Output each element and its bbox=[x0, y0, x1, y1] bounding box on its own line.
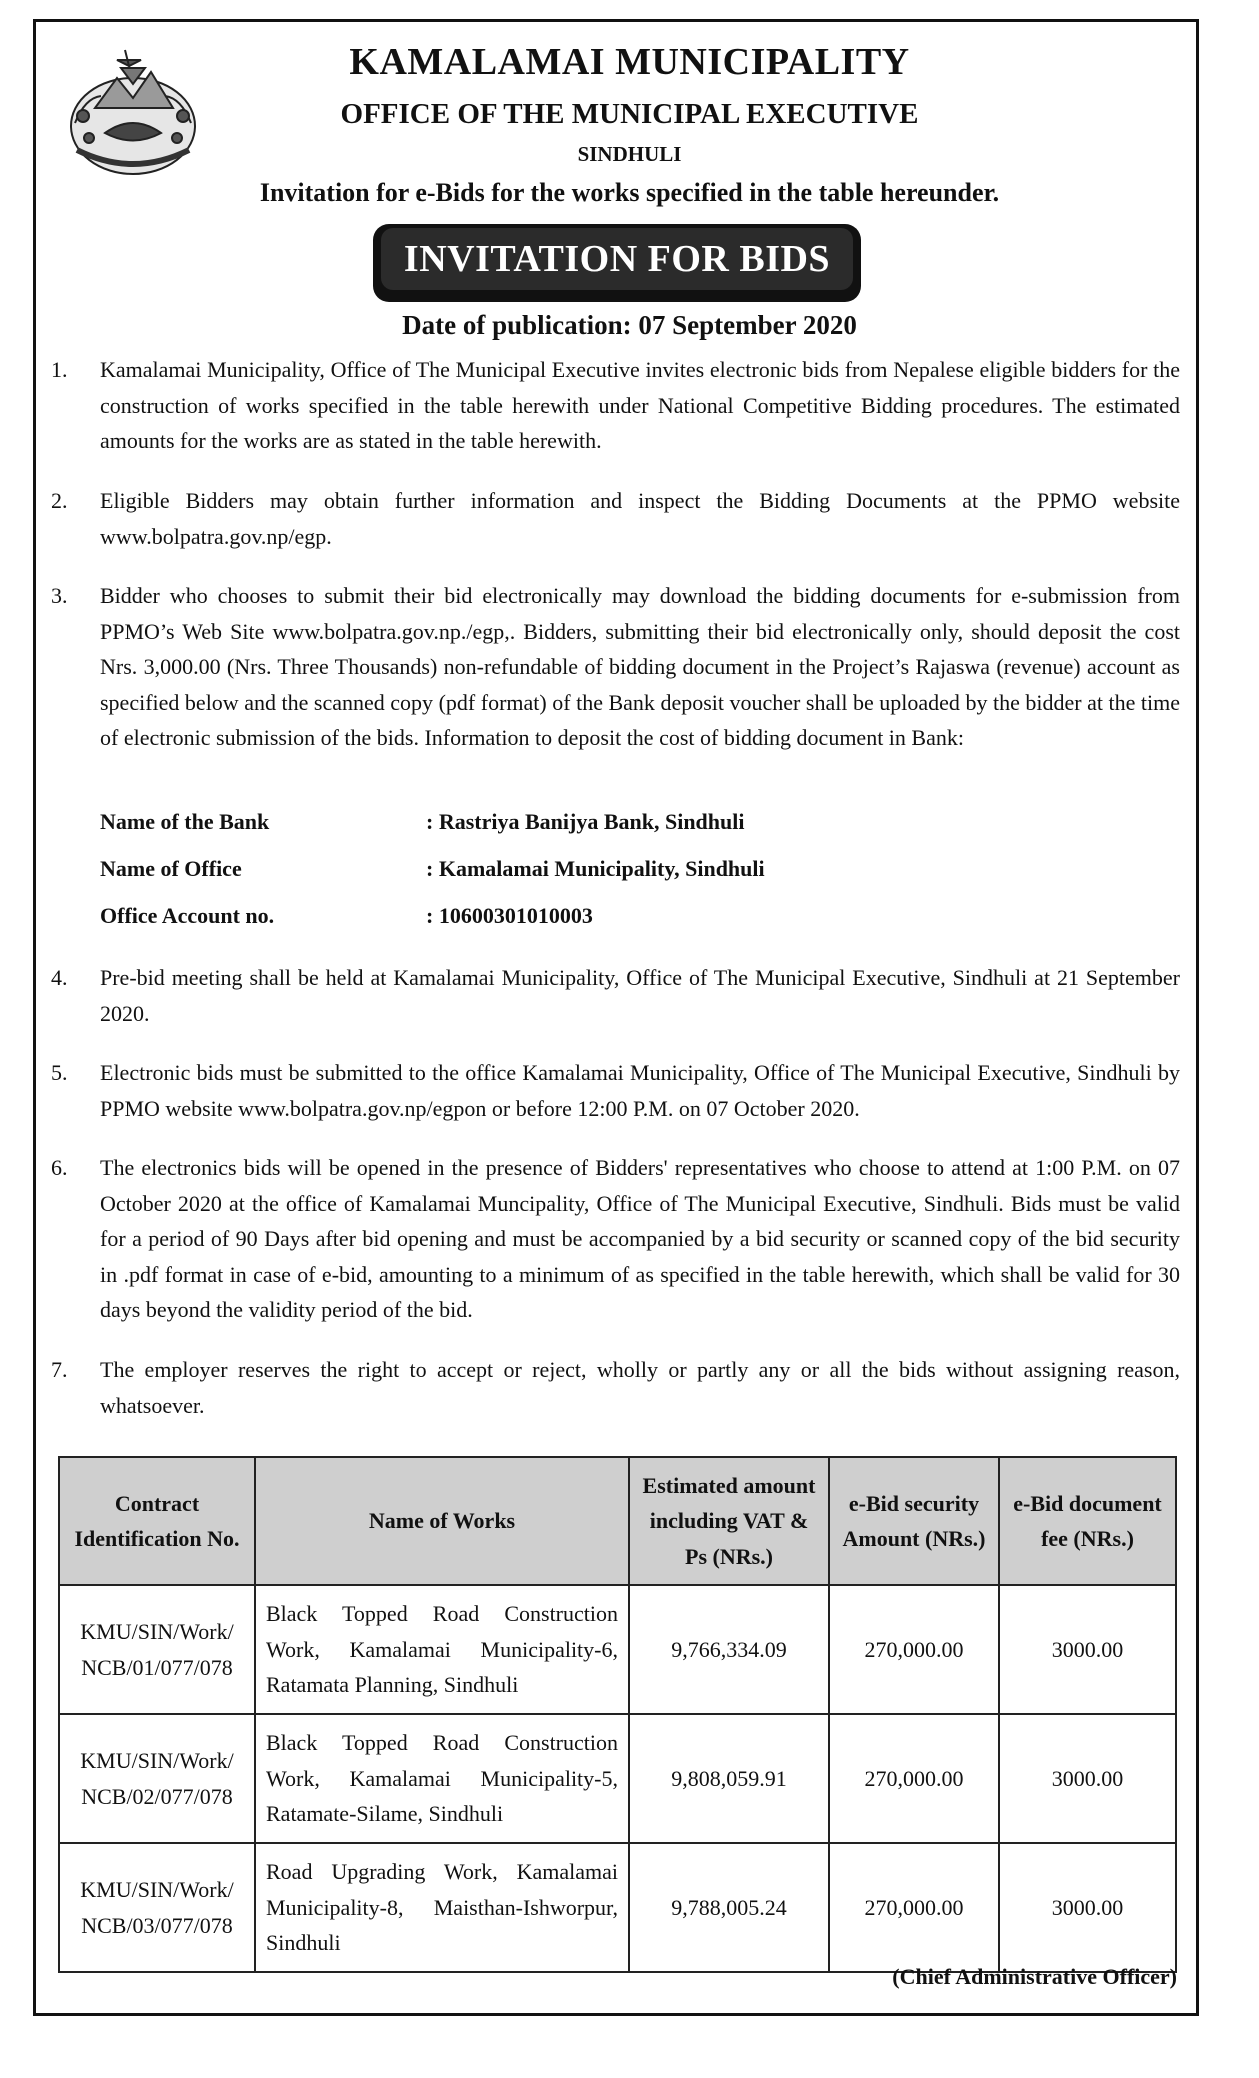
item-text: Bidder who chooses to submit their bid electronically may download the bidding documents for e-submission from PPMO’s Web Site www.bolpatra.gov.np./egp,. Bidders, submitting their bid electronically only, should deposit the cost Nrs. 3,000.00 (Nrs. Three Thousands) non-refundable of bidding document in the Project’s Rajaswa (revenue) account as specified below and the scanned copy (pdf format) of the Bank deposit voucher shall be uploaded by the bidder at the time of electronic submission of the bids. Information to deposit the cost of bidding document in Bank: bbox=[100, 583, 1180, 750]
account-value: : 10600301010003 bbox=[426, 903, 593, 928]
district-name: SINDHULI bbox=[577, 142, 682, 166]
item-text: Pre-bid meeting shall be held at Kamalamai Municipality, Office of The Municipal Executive, Sindhuli at 21 September 2020. bbox=[100, 965, 1180, 1026]
item-number: 2. bbox=[51, 488, 68, 513]
notice-item-6 bbox=[51, 1150, 1180, 1328]
header-document-fee: e-Bid document fee (NRs.) bbox=[999, 1457, 1176, 1585]
estimate-cell: 9,788,005.24 bbox=[629, 1843, 829, 1972]
estimate-cell: 9,808,059.91 bbox=[629, 1714, 829, 1843]
municipality-title: KAMALAMAI MUNICIPALITY bbox=[349, 41, 910, 83]
security-cell: 270,000.00 bbox=[829, 1714, 999, 1843]
header-name-of-works: Name of Works bbox=[255, 1457, 629, 1585]
item-number: 1. bbox=[51, 357, 68, 382]
account-label: Office Account no. bbox=[100, 903, 275, 928]
fee-cell: 3000.00 bbox=[999, 1585, 1176, 1714]
security-cell: 270,000.00 bbox=[829, 1585, 999, 1714]
item-number: 7. bbox=[51, 1357, 68, 1382]
header-contract-id: Contract Identification No. bbox=[59, 1457, 255, 1585]
work-name-cell: Black Topped Road Construction Work, Kamalamai Municipality-5, Ratamate-Silame, Sindhuli bbox=[255, 1714, 629, 1843]
bank-name-row bbox=[100, 809, 745, 835]
item-text: Kamalamai Municipality, Office of The Municipal Executive invites electronic bids from Nepalese eligible bidders for the construction of works specified in the table herewith under National Competitive Bidding procedures. The estimated amounts for the works are as stated in the table herewith. bbox=[100, 357, 1180, 453]
security-cell: 270,000.00 bbox=[829, 1843, 999, 1972]
account-number-row bbox=[100, 903, 593, 929]
table-row bbox=[59, 1714, 1176, 1843]
item-text: Electronic bids must be submitted to the office Kamalamai Municipality, Office of The Municipal Executive, Sindhuli by PPMO website www.bolpatra.gov.np/egpon or before 12:00 P.M. on 07 October 2020. bbox=[100, 1060, 1180, 1121]
table-row bbox=[59, 1843, 1176, 1972]
invitation-banner: INVITATION FOR BIDS bbox=[381, 228, 853, 290]
office-title: OFFICE OF THE MUNICIPAL EXECUTIVE bbox=[340, 98, 919, 130]
work-name-cell: Road Upgrading Work, Kamalamai Municipality-8, Maisthan-Ishworpur, Sindhuli bbox=[255, 1843, 629, 1972]
item-number: 5. bbox=[51, 1060, 68, 1085]
notice-item-1 bbox=[51, 352, 1180, 459]
fee-cell: 3000.00 bbox=[999, 1843, 1176, 1972]
item-text: Eligible Bidders may obtain further information and inspect the Bidding Documents at the PPMO website www.bolpatra.gov.np/egp. bbox=[100, 488, 1180, 549]
item-number: 4. bbox=[51, 965, 68, 990]
notice-item-5 bbox=[51, 1055, 1180, 1126]
notice-item-4 bbox=[51, 960, 1180, 1031]
table-header-row bbox=[59, 1457, 1176, 1585]
contract-id-cell: KMU/SIN/Work/ NCB/01/077/078 bbox=[59, 1585, 255, 1714]
notice-item-2 bbox=[51, 483, 1180, 554]
contract-id-cell: KMU/SIN/Work/ NCB/03/077/078 bbox=[59, 1843, 255, 1972]
table-row bbox=[59, 1585, 1176, 1714]
item-number: 6. bbox=[51, 1155, 68, 1180]
notice-subtitle: Invitation for e-Bids for the works specified in the table hereunder. bbox=[259, 178, 1000, 207]
publication-date: Date of publication: 07 September 2020 bbox=[402, 310, 857, 340]
header-estimated-amount: Estimated amount including VAT & Ps (NRs.) bbox=[629, 1457, 829, 1585]
work-name-cell: Black Topped Road Construction Work, Kamalamai Municipality-6, Ratamata Planning, Sindhuli bbox=[255, 1585, 629, 1714]
header-bid-security: e-Bid security Amount (NRs.) bbox=[829, 1457, 999, 1585]
notice-item-7 bbox=[51, 1352, 1180, 1423]
item-text: The electronics bids will be opened in the presence of Bidders' representatives who choose to attend at 1:00 P.M. on 07 October 2020 at the office of Kamalamai Muncipality, Office of The Municipal Executive, Sindhuli. Bids must be valid for a period of 90 Days after bid opening and must be accompanied by a bid security or scanned copy of the bid security in .pdf format in case of e-bid, amounting to a minimum of as specified in the table herewith, which shall be valid for 30 days beyond the validity period of the bid. bbox=[100, 1155, 1180, 1322]
bank-label: Name of the Bank bbox=[100, 809, 270, 834]
contract-id-cell: KMU/SIN/Work/ NCB/02/077/078 bbox=[59, 1714, 255, 1843]
office-value: : Kamalamai Municipality, Sindhuli bbox=[426, 856, 765, 881]
estimate-cell: 9,766,334.09 bbox=[629, 1585, 829, 1714]
fee-cell: 3000.00 bbox=[999, 1714, 1176, 1843]
bank-value: : Rastriya Banijya Bank, Sindhuli bbox=[426, 809, 745, 834]
works-table bbox=[58, 1456, 1177, 1973]
office-label: Name of Office bbox=[100, 856, 242, 881]
signatory: (Chief Administrative Officer) bbox=[892, 1964, 1177, 1989]
office-name-row bbox=[100, 856, 765, 882]
item-text: The employer reserves the right to accept or reject, wholly or partly any or all the bids without assigning reason, whatsoever. bbox=[100, 1357, 1180, 1418]
notice-item-3 bbox=[51, 578, 1180, 756]
item-number: 3. bbox=[51, 583, 68, 608]
